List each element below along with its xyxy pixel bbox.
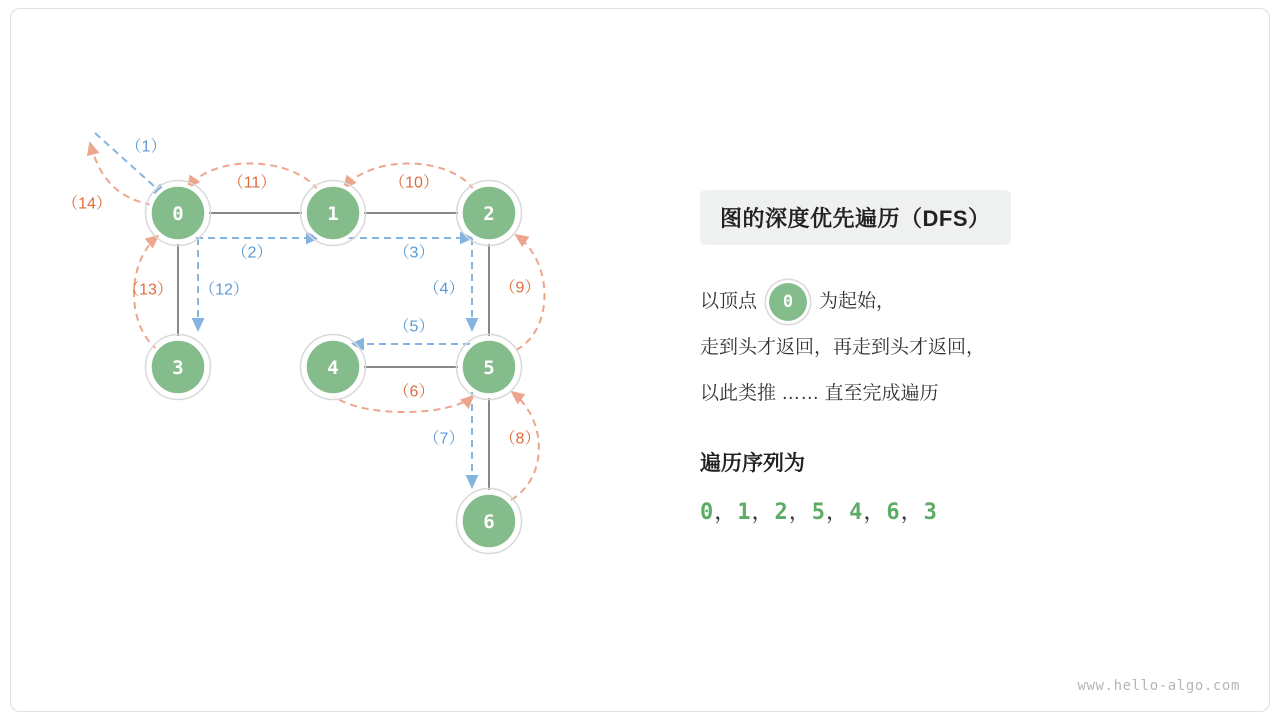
sequence-item-3: 5: [811, 500, 827, 525]
sequence-item-0: 0: [700, 500, 715, 525]
step-label-4: （4）: [423, 280, 465, 298]
graph-node-3-label: 3: [172, 357, 184, 379]
graph-node-2-label: 2: [483, 203, 495, 225]
sequence-separator-1: ，: [751, 500, 775, 525]
step-label-2: （2）: [231, 244, 273, 262]
step-label-8: （8）: [499, 430, 541, 448]
description-line-1-prefix: 以顶点: [700, 291, 758, 312]
graph-node-5-label: 5: [483, 357, 495, 379]
panel-description: [700, 279, 1240, 417]
step-label-13: （13）: [123, 281, 173, 299]
step-label-9: （9）: [499, 279, 541, 297]
step-labels: [62, 139, 540, 448]
sequence-separator-0: ，: [714, 500, 738, 525]
inline-start-node: 0: [769, 283, 807, 321]
step-label-14: （14）: [62, 195, 112, 213]
description-line-3: 以此类推 …… 直至完成遍历: [700, 383, 939, 404]
description-line-2: 走到头才返回，再走到头才返回，: [700, 337, 986, 358]
sequence-item-5: 6: [886, 500, 901, 525]
step-label-10: （10）: [389, 174, 439, 192]
sequence-item-1: 1: [737, 500, 752, 525]
graph-node-0[interactable]: [146, 181, 211, 246]
sequence-separator-3: ，: [826, 500, 850, 525]
sequence-separator-5: ，: [900, 500, 924, 525]
graph-node-4[interactable]: [301, 335, 366, 400]
step-label-3: （3）: [393, 244, 435, 262]
description-line-1-suffix: 为起始，: [819, 291, 896, 312]
step-label-6: （6）: [393, 383, 435, 401]
step-label-12: （12）: [199, 281, 249, 299]
graph-node-1[interactable]: [301, 181, 366, 246]
graph-nodes: [146, 181, 522, 554]
sequence-item-2: 2: [774, 500, 789, 525]
step-label-1: （1）: [125, 138, 167, 156]
graph-node-4-label: 4: [327, 357, 339, 379]
traversal-sequence: [700, 495, 1240, 526]
graph-node-1-label: 1: [327, 203, 339, 225]
sequence-separator-4: ，: [863, 500, 887, 525]
graph-node-5[interactable]: [457, 335, 522, 400]
step-label-7: （7）: [423, 430, 465, 448]
step-label-11: （11）: [227, 174, 277, 192]
sequence-item-6: 3: [923, 500, 938, 525]
graph-node-0-label: 0: [172, 203, 184, 225]
explanation-panel: [700, 190, 1240, 526]
step-label-5: （5）: [393, 318, 435, 336]
sequence-heading: 遍历序列为: [700, 452, 805, 475]
sequence-item-4: 4: [849, 500, 864, 525]
graph-node-6-label: 6: [483, 511, 495, 533]
graph-node-3[interactable]: [146, 335, 211, 400]
graph-node-2[interactable]: [457, 181, 522, 246]
watermark: www.hello-algo.com: [1077, 678, 1240, 694]
description-line-1: [700, 279, 1240, 325]
sequence-separator-2: ，: [788, 500, 812, 525]
panel-title: 图的深度优先遍历（DFS）: [700, 190, 1011, 245]
graph-node-6[interactable]: [457, 489, 522, 554]
